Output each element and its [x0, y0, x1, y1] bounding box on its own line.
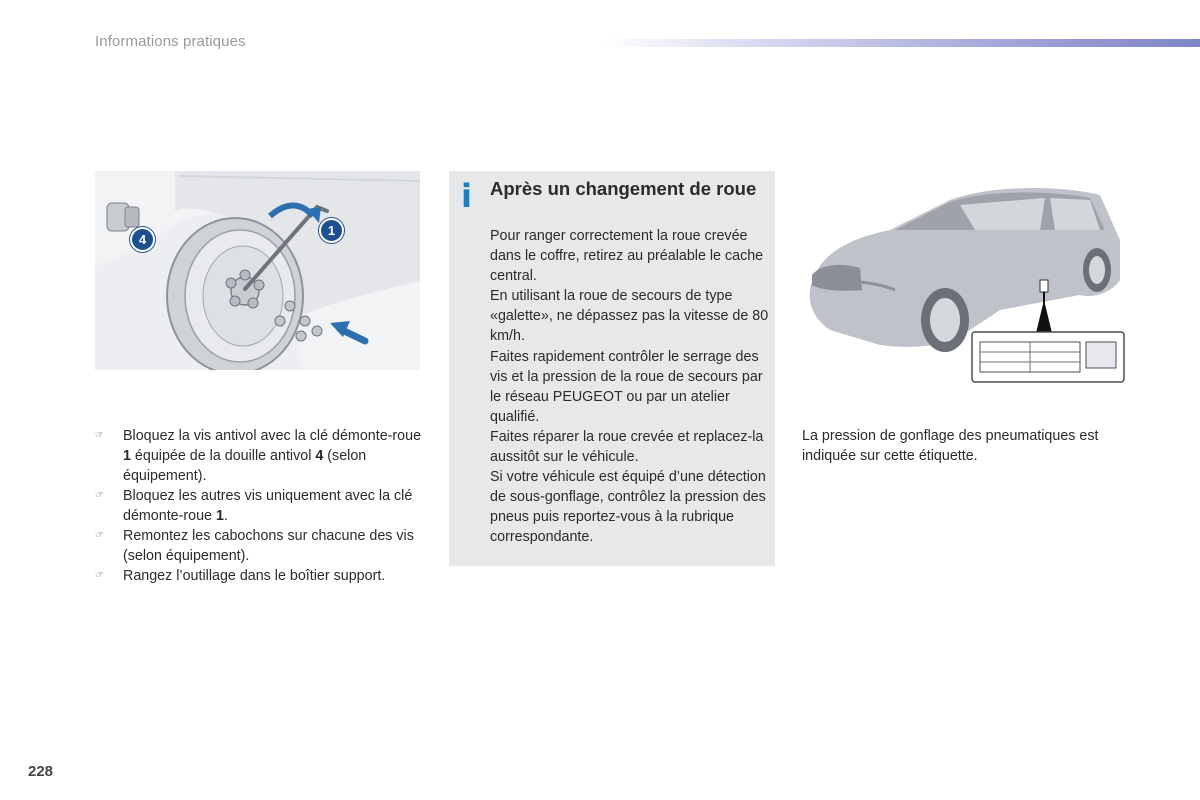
- list-item: ☞ Rangez l’outillage dans le boîtier support.: [95, 568, 386, 584]
- pointing-hand-icon: ☞: [95, 530, 104, 541]
- info-paragraph: Faites rapidement contrôler le serrage des vis et la pression de la roue de secours par le réseau PEUGEOT ou par un atelier qualifié.: [490, 348, 763, 425]
- header-decoration-bar: [600, 39, 1200, 47]
- info-paragraph: Faites réparer la roue crevée et replacez-la aussitôt sur le véhicule.: [490, 428, 764, 466]
- page-number: 228: [28, 763, 54, 780]
- instruction-list: [95, 426, 425, 586]
- info-title: Après un changement de roue: [490, 178, 757, 199]
- info-box: [449, 171, 775, 566]
- car-tyre-label-illustration: [800, 180, 1130, 390]
- pointing-hand-icon: ☞: [95, 570, 104, 581]
- info-text: [490, 226, 770, 548]
- wheel-change-illustration: [95, 171, 420, 370]
- pointing-hand-icon: ☞: [95, 490, 104, 501]
- pointing-hand-icon: ☞: [95, 430, 104, 441]
- info-paragraph: Pour ranger correctement la roue crevée dans le coffre, retirez au préalable le cache central.: [490, 228, 764, 285]
- tyre-label-caption: La pression de gonflage des pneumatiques est indiquée sur cette étiquette.: [802, 428, 1099, 464]
- info-icon: i: [461, 177, 472, 215]
- list-item: ☞ Bloquez la vis antivol avec la clé démonte-roue 1 équipée de la douille antivol 4 (selon équipement).: [95, 428, 422, 484]
- info-paragraph: En utilisant la roue de secours de type «galette», ne dépassez pas la vitesse de 80 km/h.: [490, 288, 769, 345]
- callout-4-badge: 4: [130, 227, 155, 252]
- page-header-title: Informations pratiques: [95, 33, 246, 50]
- list-item: ☞ Remontez les cabochons sur chacune des vis (selon équipement).: [95, 528, 414, 564]
- info-paragraph: Si votre véhicule est équipé d’une détection de sous-gonflage, contrôlez la pression des pneus puis reportez-vous à la rubrique correspondante.: [490, 469, 766, 546]
- callout-1-badge: 1: [319, 218, 344, 243]
- list-item: ☞ Bloquez les autres vis uniquement avec la clé démonte-roue 1.: [95, 488, 413, 524]
